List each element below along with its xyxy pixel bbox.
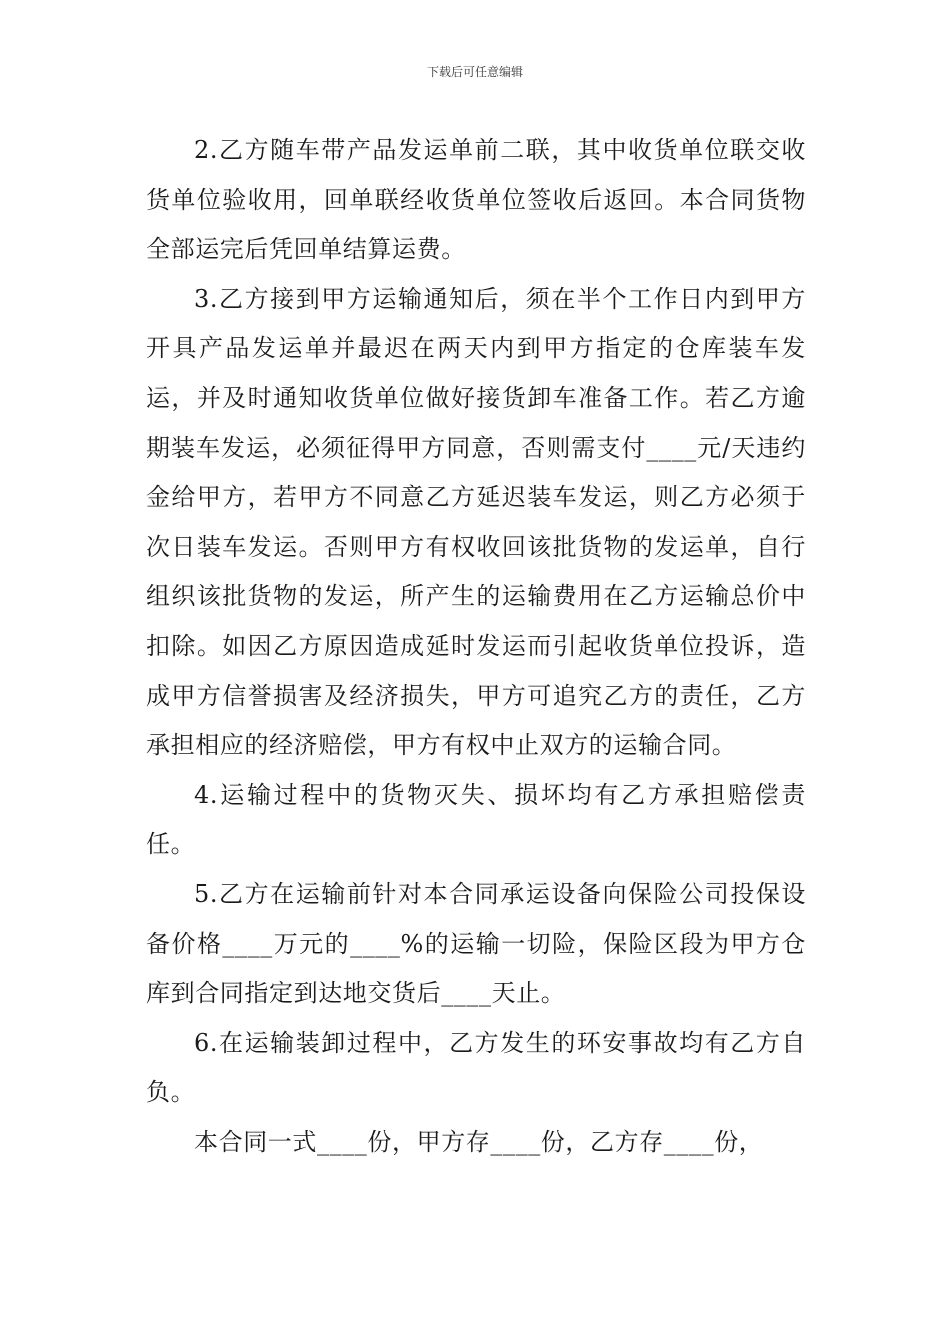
clause-6-paragraph: 6.在运输装卸过程中，乙方发生的环安事故均有乙方自负。 bbox=[146, 1028, 806, 1107]
page-header: 下载后可任意编辑 bbox=[426, 65, 523, 79]
clause-4-paragraph: 4.运输过程中的货物灭失、损坏均有乙方承担赔偿责任。 bbox=[146, 780, 806, 859]
contract-body bbox=[146, 126, 806, 1167]
clause-2-paragraph: 2.乙方随车带产品发运单前二联，其中收货单位联交收货单位验收用，回单联经收货单位签收后返回。本合同货物全部运完后凭回单结算运费。 bbox=[146, 136, 806, 264]
copies-paragraph: 本合同一式____份，甲方存____份，乙方存____份， bbox=[194, 1127, 764, 1156]
clause-5-paragraph: 5.乙方在运输前针对本合同承运设备向保险公司投保设备价格____万元的____%的运输一切险，保险区段为甲方仓库到合同指定到达地交货后____天止。 bbox=[146, 879, 806, 1008]
clause-3-paragraph: 3.乙方接到甲方运输通知后，须在半个工作日内到甲方开具产品发运单并最迟在两天内到甲方指定的仓库装车发运，并及时通知收货单位做好接货卸车准备工作。若乙方逾期装车发运，必须征得甲方同意，否则需支付____元/天违约金给甲方，若甲方不同意乙方延迟装车发运，则乙方必须于次日装车发运。否则甲方有权收回该批货物的发运单，自行组织该批货物的发运，所产生的运输费用在乙方运输总价中扣除。如因乙方原因造成延时发运而引起收货单位投诉，造成甲方信誉损害及经济损失，甲方可追究乙方的责任，乙方承担相应的经济赔偿，甲方有权中止双方的运输合同。 bbox=[146, 284, 806, 760]
